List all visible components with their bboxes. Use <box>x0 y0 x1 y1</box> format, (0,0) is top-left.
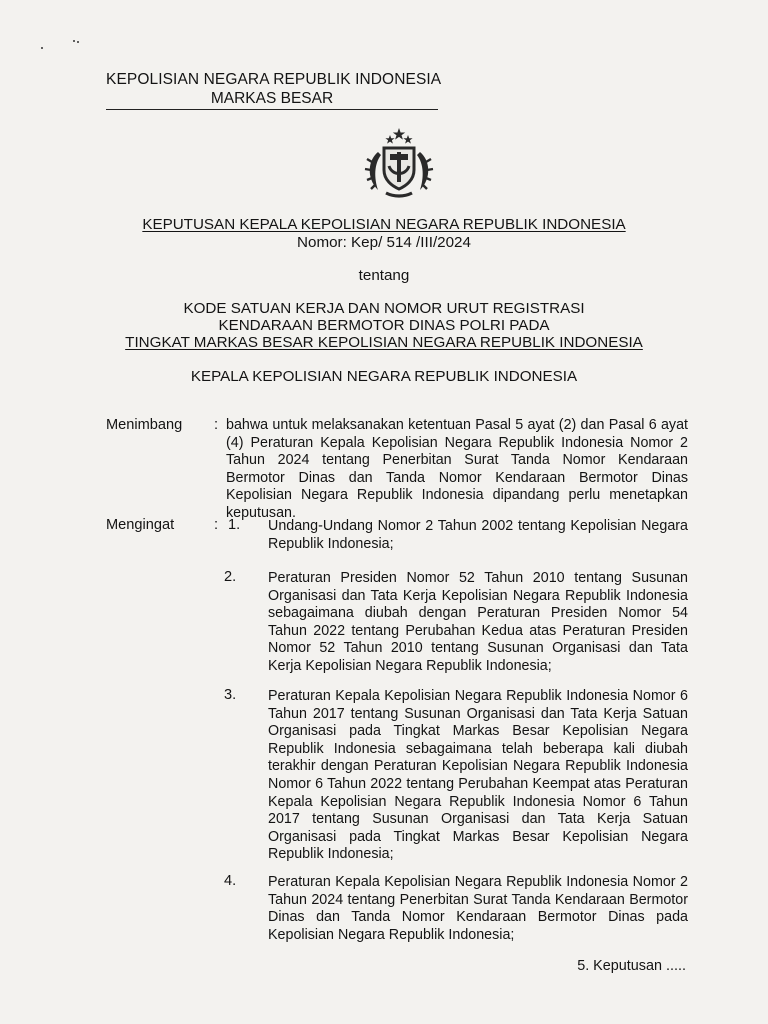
police-emblem-icon <box>356 126 442 198</box>
list-item: Peraturan Kepala Kepolisian Negara Republik Indonesia Nomor 6 Tahun 2017 tentang Susunan Organisasi dan Tata Kerja Satuan Organisasi pada Tingkat Markas Besar Kepolisian Negara Republik Indonesia sebagaimana telah beberapa kali diubah terakhir dengan Peraturan Kepolisian Negara Republik Indonesia Nomor 6 Tahun 2022 tentang Perubahan Keempat atas Peraturan Kepala Kepolisian Negara Republik Indonesia Nomor 6 Tahun 2017 tentang Susunan Organisasi dan Tata Kerja Satuan Organisasi pada Tingkat Markas Besar Kepolisian Negara Republik Indonesia; <box>268 688 688 863</box>
menimbang-label: Menimbang <box>106 417 183 433</box>
list-item: Peraturan Kepala Kepolisian Negara Republik Indonesia Nomor 2 Tahun 2024 tentang Penerbitan Surat Tanda Kendaraan Bermotor Dinas dan Tanda Nomor Kendaraan Bermotor Dinas pada Kepolisian Negara Republik Indonesia; <box>268 874 688 943</box>
subject-line: KENDARAAN BERMOTOR DINAS POLRI PADA <box>218 317 550 334</box>
list-item-number: 4. <box>224 873 237 889</box>
decree-about: tentang <box>358 267 410 284</box>
menimbang-text: bahwa untuk melaksanakan ketentuan Pasal 5 ayat (2) dan Pasal 6 ayat (4) Peraturan Kepala Kepolisian Negara Republik Indonesia Nomor 2 Tahun 2024 tentang Penerbitan Surat Tanda Nomor Kendaraan Bermotor Dinas dan Tanda Nomor Kendaraan Bermotor Dinas Kepolisian Negara Republik Indonesia dipandang perlu menetapkan keputusan. <box>226 417 688 521</box>
list-item: Undang-Undang Nomor 2 Tahun 2002 tentang Kepolisian Negara Republik Indonesia; <box>268 518 688 552</box>
scan-speck <box>41 47 43 49</box>
decree-title: KEPUTUSAN KEPALA KEPOLISIAN NEGARA REPUBLIK INDONESIA <box>142 216 626 233</box>
list-item: Peraturan Presiden Nomor 52 Tahun 2010 tentang Susunan Organisasi dan Tata Kerja Kepolisian Negara Republik Indonesia sebagaimana diubah dengan Peraturan Presiden Nomor 54 Tahun 2022 tentang Perubahan Kedua atas Peraturan Presiden Nomor 52 Tahun 2010 tentang Susunan Organisasi dan Tata Kerja Kepolisian Negara Republik Indonesia; <box>268 570 688 674</box>
unit-name: MARKAS BESAR <box>106 89 438 110</box>
list-item-number: 3. <box>224 687 237 703</box>
mengingat-label: Mengingat <box>106 517 175 533</box>
letterhead <box>106 70 441 110</box>
decree-number: Nomor: Kep/ 514 /III/2024 <box>297 234 471 251</box>
scan-speck <box>73 40 75 42</box>
subject-line: KODE SATUAN KERJA DAN NOMOR URUT REGISTRASI <box>183 300 585 317</box>
institution-name: KEPOLISIAN NEGARA REPUBLIK INDONESIA <box>106 71 442 88</box>
list-item-number: 1. <box>228 517 241 533</box>
decree-issuer: KEPALA KEPOLISIAN NEGARA REPUBLIK INDONESIA <box>190 368 578 385</box>
scan-speck <box>77 41 79 43</box>
menimbang-colon: : <box>214 417 219 433</box>
list-item-number: 2. <box>224 569 237 585</box>
subject-line: TINGKAT MARKAS BESAR KEPOLISIAN NEGARA REPUBLIK INDONESIA <box>125 334 643 351</box>
decree-subject <box>0 300 768 351</box>
mengingat-colon: : <box>214 517 219 533</box>
page-continuation: 5. Keputusan ..... <box>577 958 686 974</box>
